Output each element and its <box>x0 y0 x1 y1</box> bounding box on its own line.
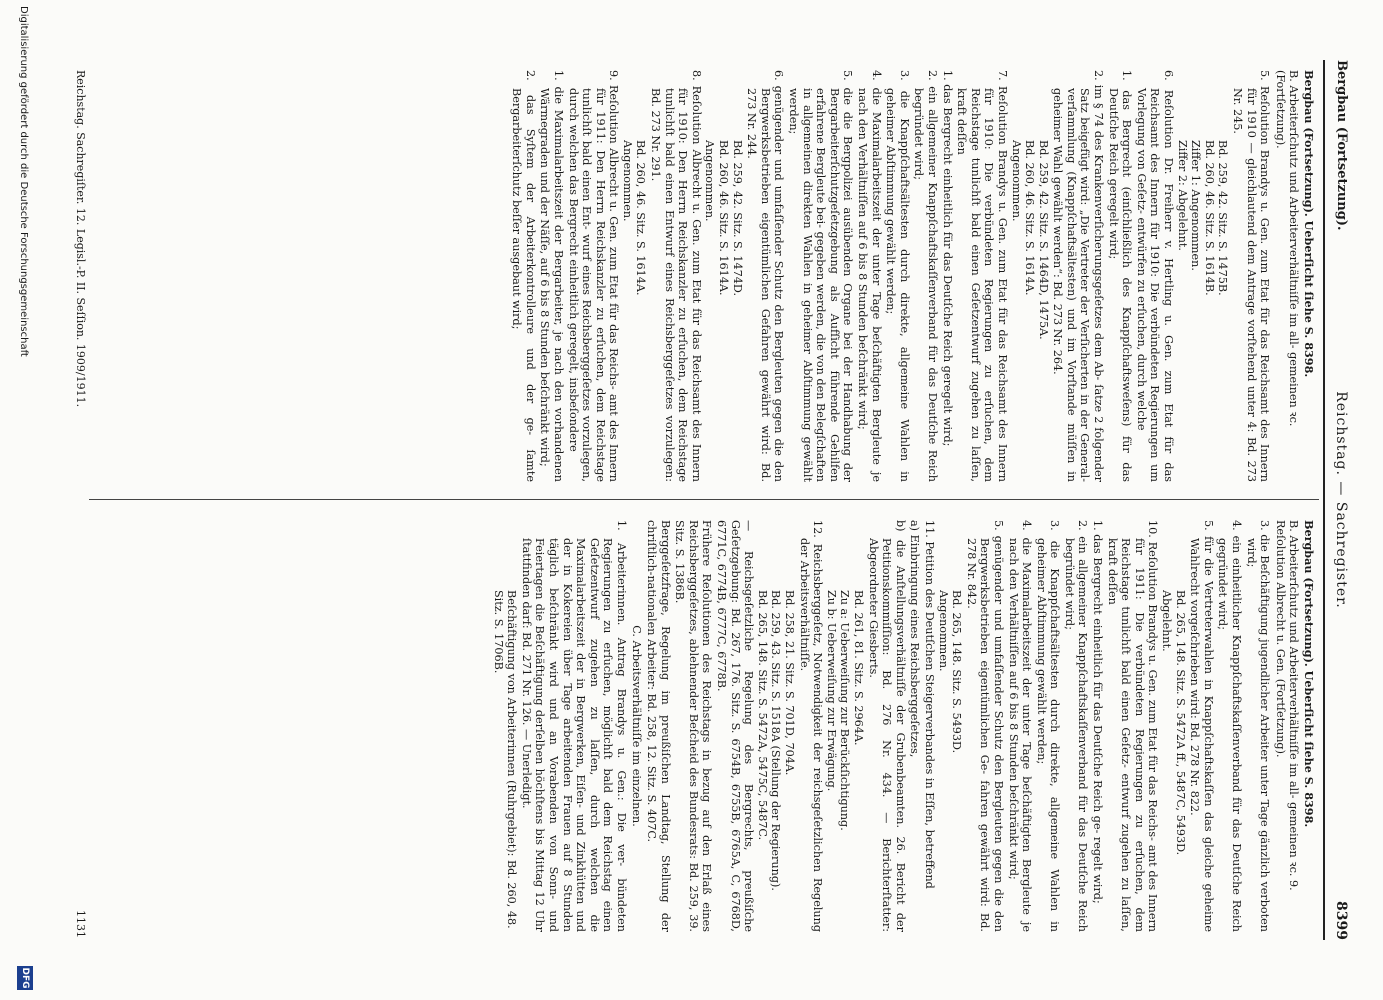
list-item: 4. die Maximalarbeitszeit der unter Tage beſchäftigten Bergleute je nach den Verhältniſſen auf 6 bis 8 Stunden beſchränkt wird; <box>1006 520 1034 932</box>
reference-line: Ziffer 1: Angenommen. <box>1189 140 1203 271</box>
list-item: 8. Reſolution Albrecht u. Gen. zum Etat für das Reichsamt des Innern für 1910: Den Herrn Reichskanzler zu erſuchen, dem Reichstage tunlichſt bald einen Entwurf eines Reichsberggeſetzes vorzulegen: Bd. 273 Nr. 291. <box>649 70 703 482</box>
reference-line: Zu b: Ueberweiſung zur Erwägung. <box>824 590 838 792</box>
credit-text: Digitalisierung gefördert durch die Deutsche Forschungsgemeinschaft <box>18 6 29 357</box>
list-item: 2. ein allgemeiner Knappſchaftskaſſenverband für das Deutſche Reich begründet wird; <box>912 70 939 482</box>
reference-line: Ziffer 2: Abgelehnt. <box>1175 140 1189 251</box>
reference-line: Bd. 259, 43. Sitz. S. 1518A (Stellung der Regierung). <box>769 590 783 891</box>
list-item: 3. die Beſchäftigung jugendlicher Arbeiter unter Tage gänzlich verboten wird; <box>1244 520 1272 932</box>
reference-line: Bd. 265, 148. Sitz. S. 5472A ff., 5487C, 5493D. <box>1173 590 1187 856</box>
paragraph: — Reichsgeſetzliche Regelung des Bergrechts, preußiſche Geſetzgebung: Bd. 267, 176. Sitz. S. 6754B, 6755B, 6765A, C, 6768D, 6771C, 6774B, 6777C, 6778B. <box>715 520 756 932</box>
reference-line: Bd. 259, 42. Sitz. S. 1475B. <box>1216 140 1230 296</box>
reference-line: Beſchäftigung von Arbeiterinnen (Ruhrgebiet): Bd. 260, 48. Sitz. S. 1706B. <box>491 590 519 929</box>
reference-line: Zu a: Ueberweiſung zur Berückſichtigung. <box>838 590 852 831</box>
list-item: 6. Reſolution Dr. Freiherr v. Hertling u. Gen. zum Etat für das Reichsamt des Innern für 1910: Die verbündeten Regierungen um Vorlegung von Geſetz- entwürfen zu erſuchen, durch welche <box>1134 70 1176 482</box>
column-divider <box>89 499 1319 500</box>
reference-line: Bd. 261, 81. Sitz. S. 2964A. <box>852 590 865 746</box>
list-item: 7. Reſolution Brandys u. Gen. zum Etat für das Reichsamt des Innern für 1910: Die verbündeten Regierungen zu erſuchen, dem Reichstage tunlichſt bald einen Geſetzentwurf zugehen zu laſſen, kraft deſſen <box>955 70 1009 482</box>
reference-line: Bd. 260, 46. Sitz. S. 1614B. <box>1202 140 1216 296</box>
reference-line: Bd. 260, 46. Sitz. S. 1614A. <box>634 140 648 296</box>
reference-line: Bd. 260, 46. Sitz. S. 1614A. <box>1023 140 1037 296</box>
header-page-number: 8399 <box>1333 901 1349 940</box>
section-title: C. Arbeitsverhältniſſe im einzelnen. <box>630 625 644 827</box>
reference-line: Bd. 260, 46. Sitz. S. 1614A. <box>717 140 731 296</box>
list-item: 1. das Bergrecht einheitlich für das Deutſche Reich geregelt wird; <box>940 70 954 447</box>
digitization-credit <box>11 0 37 1000</box>
list-item: 1. das Bergrecht (einſchließlich des Knappſchaftsweſens) für das Deutſche Reich geregelt wird; <box>1106 70 1134 482</box>
list-item: 9. Reſolution Albrecht u. Gen. zum Etat für das Reichs- amt des Innern für 1911: Den Herrn Reichskanzler zu erſuchen, dem Reichstage tunlichſt bald einen Ent- wurf eines Reichsberggeſetzes vorzulegen, durch welchen das Bergrecht einheitlich geregelt, insbeſondere <box>566 70 621 482</box>
footer-page-number: 1131 <box>74 910 87 938</box>
header-rule <box>1323 60 1325 940</box>
list-item: 2. das Syſtem der Arbeiterkontrolleure und der ge- ſamte Bergarbeiterſchutz beſſer ausgebaut wird; <box>510 70 537 482</box>
list-item: 5. genügender und umfaſſender Schutz den Bergleuten gegen die den Bergwerksbetrieben eigentümlichen Ge- fahren gewährt wird: Bd. 278 Nr. 842. <box>964 520 1005 932</box>
reference-line: Angenommen. <box>620 140 634 222</box>
right-column <box>491 520 1315 932</box>
reference-line: Bd. 265, 148. Sitz. S. 5493D. <box>950 590 964 754</box>
left-column <box>509 70 1315 482</box>
list-item: 1. das Bergrecht einheitlich für das Deutſche Reich ge- regelt wird; <box>1091 520 1105 904</box>
dfg-logo: DFG <box>17 966 33 990</box>
list-item: 5. die die Bergpolizei ausübenden Organe bei der Handhabung der Bergarbeiterſchutzgeſetzgebung als Aufſicht führende Gehilfen erfahrene Bergleute bei- gegeben werden, die von den Belegſchaften in allgemeinen direkten Wahlen in geheimer Abſtimmung gewählt werden; <box>787 70 855 482</box>
header-title: Reichstag. — Sachregister. <box>1333 391 1349 609</box>
reference-line: Bd. 258, 21. Sitz. S. 701D, 704A. <box>783 590 797 776</box>
header-left: Bergbau (Fortsetzung). <box>1334 60 1349 231</box>
reference-line: Angenommen. <box>703 140 717 222</box>
list-item: 12. Reichsberggeſetz, Notwendigkeit der reichsgeſetzlichen Regelung der Arbeitsverhältniſſe. <box>797 520 825 932</box>
paragraph: Frühere Reſolutionen des Reichstags in bezug auf den Erlaß eines Reichsberggeſetzes, ablehnender Beſcheid des Bundesrats: Bd. 259, 39. Sitz. S. 1386B. <box>673 520 714 932</box>
reference-line: Bd. 265, 148. Sitz. S. 5472A, 5475C, 5487C. <box>755 590 769 841</box>
list-item: 11. Petition des Deutſchen Steigerverbandes in Eſſen, betreffend <box>922 520 936 889</box>
reference-line: Angenommen. <box>936 590 950 672</box>
list-item: b) die Anſtellungsverhältniſſe der Grubenbeamten. 26. Bericht der Petitionskommiſſion: Bd. 276 Nr. 434. — Berichterſtatter: Abgeordneter Giesberts. <box>866 520 907 932</box>
list-item: 6. genügender und umfaſſender Schutz den Bergleuten gegen die den Bergwerksbetrieben eigentümlichen Gefahren gewährt wird: Bd. 273 Nr. 244. <box>745 70 786 482</box>
entry-heading: Bergbau (Fortsetzung). Ueberſicht ſiehe S. 8398. <box>1302 520 1316 828</box>
list-item: 10. Reſolution Brandys u. Gen. zum Etat für das Reichs- amt des Innern für 1911: Die verbündeten Regierungen zu erſuchen, dem Reichstage tunlichſt bald einen Geſetz- entwurf zugehen zu laſſen, kraft deſſen <box>1105 520 1160 932</box>
footer-source: Reichstag. Sachregiſter. 12. Legisl.-P. II. Seſſion. 1909/1911. <box>74 70 87 408</box>
list-item: a) Einbringung eines Reichsberggeſetzes, <box>908 520 922 758</box>
reference-line: Abgelehnt. <box>1160 590 1174 652</box>
list-item: 3. die Knappſchaftsältesten durch direkte, allgemeine Wahlen in geheimer Abſtimmung gewählt werden; <box>884 70 911 482</box>
section-subheading: B. Arbeiterſchutz und Arbeiterverhältniſſe im all- gemeinen ꝛc. 9. Reſolution Albrecht u. Gen. (Fortſetzung). <box>1273 520 1301 891</box>
entry-heading: Bergbau (Fortsetzung). Ueberſicht ſiehe S. 8398. <box>1302 70 1316 378</box>
list-item: 5. für die Vertreterwahlen in Knappſchaftskaſſen das gleiche geheime Wahlrecht vorgeſchrieben wird: Bd. 278 Nr. 822. <box>1188 520 1215 932</box>
section-subheading: B. Arbeiterſchutz und Arbeiterverhältniſſe im all- gemeinen ꝛc. (Fortſetzung). <box>1273 70 1301 427</box>
list-item: 2. im § 74 des Krankenverſicherungsgeſetzes dem Ab- ſatze 2 folgender Satz beigefügt wird: „Die Vertreter der Verſicherten in der General- verſammlung (Knappſchaftsältesten) und im Vorſtande müſſen in geheimer Wahl gewählt werden“: Bd. 273 Nr. 264. <box>1051 70 1106 482</box>
list-item: 3. die Knappſchaftsältesten durch direkte, allgemeine Wahlen in geheimer Abſtimmung gewählt werden; <box>1034 520 1062 932</box>
list-item: 4. ein einheitlicher Knappſchaftskaſſenverband für das Deutſche Reich gegründet wird; <box>1216 520 1244 932</box>
paragraph: Berggeſetzfrage, Regelung im preußiſchen Landtag, Stellung der chriſtlich-nationalen Arbeiter: Bd. 258, 12. Sitz. S. 407C. <box>645 520 672 932</box>
reference-line: Angenommen. <box>1009 140 1023 222</box>
list-item: 2. ein allgemeiner Knappſchaftskaſſenverband für das Deutſche Reich begründet wird; <box>1062 520 1090 932</box>
list-item: 1. Arbeiterinnen. Antrag Brandys u. Gen.: Die ver- bündeten Regierungen zu erſuchen, möglichſt bald dem Reichstag einen Geſetzentwurf zugehen zu laſſen, durch welchen die Maximalarbeitszeit der in Bergwerken, Eiſen- und Zinkhütten und der in Kokereien über Tage arbeitenden Frauen auf 8 Stunden täglich beſchränkt wird und an Vorabenden von Sonn- und Feiertagen die Beſchäftigung derſelben höchſtens bis Mittag 12 Uhr ſtattfinden darf: Bd. 271 Nr. 126. — Unerledigt. <box>519 520 628 932</box>
list-item: 4. die Maximalarbeitszeit der unter Tage beſchäftigten Bergleute je nach den Verhältniſſen auf 6 bis 8 Stunden beſchränkt wird; <box>856 70 883 482</box>
list-item: 5. Reſolution Brandys u. Gen. zum Etat für das Reichsamt des Innern für 1910 — gleichlautend dem Antrage vorſtehend unter 4: Bd. 273 Nr. 245. <box>1231 70 1272 482</box>
reference-line: Bd. 259, 42. Sitz. S. 1464D, 1475A. <box>1036 140 1050 340</box>
list-item: 1. die Maximalarbeitszeit der Bergarbeiter, je nach den vorhandenen Wärmegraden und der Näſſe, auf 6 bis 8 Stunden beſchränkt wird; <box>538 70 565 482</box>
reference-line: Bd. 259, 42. Sitz. S. 1474D. <box>730 140 744 297</box>
